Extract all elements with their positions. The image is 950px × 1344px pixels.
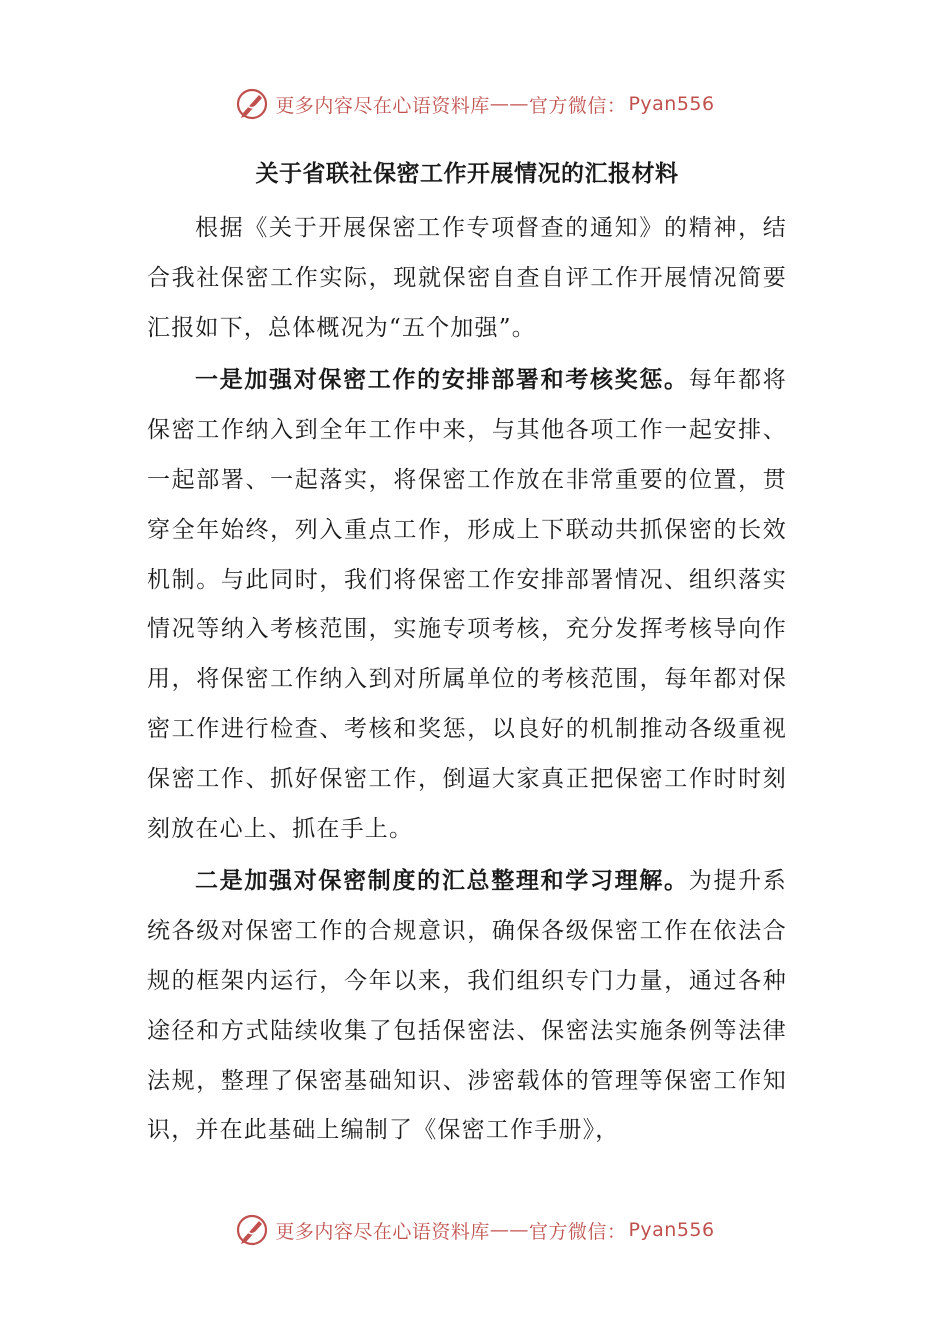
banner-separator: ——	[489, 1219, 529, 1241]
section-body-2: 为提升系统各级对保密工作的合规意识，确保各级保密工作在依法合规的框架内运行，今年以来，我们组织专门力量，通过各种途径和方式陆续收集了包括保密法、保密法实施条例等法律法规，整理了保密基础知识、涉密载体的管理等保密工作知识，并在此基础上编制了《保密工作手册》，	[147, 868, 787, 1144]
watermark-banner-top	[0, 84, 950, 124]
section-lead-1: 一是加强对保密工作的安排部署和考核奖惩。	[195, 366, 689, 394]
banner-wechat-id: Pyan556	[628, 1219, 715, 1241]
banner-brand-text: 更多内容尽在心语资料库	[275, 94, 490, 117]
banner-wechat-label: 官方微信：	[528, 1220, 627, 1243]
section-body-1: 每年都将保密工作纳入到全年工作中来，与其他各项工作一起安排、一起部署、一起落实，将保密工作放在非常重要的位置，贯穿全年始终，列入重点工作，形成上下联动共抓保密的长效机制。与此同时，我们将保密工作安排部署情况、组织落实情况等纳入考核范围，实施专项考核，充分发挥考核导向作用，将保密工作纳入到对所属单位的考核范围，每年都对保密工作进行检查、考核和奖惩，以良好的机制推动各级重视保密工作、抓好保密工作，倒逼大家真正把保密工作时时刻刻放在心上、抓在手上。	[147, 367, 787, 842]
watermark-banner-bottom	[0, 1210, 950, 1250]
intro-paragraph: 根据《关于开展保密工作专项督查的通知》的精神，结合我社保密工作实际，现就保密自查自评工作开展情况简要汇报如下，总体概况为“五个加强”。	[147, 215, 787, 341]
banner-wechat-id: Pyan556	[628, 93, 715, 115]
section-paragraph-1	[147, 355, 787, 854]
pen-logo-icon	[235, 87, 269, 121]
document-body	[147, 152, 787, 1158]
banner-separator: ——	[489, 93, 529, 115]
section-lead-2: 二是加强对保密制度的汇总整理和学习理解。	[195, 867, 689, 895]
document-title: 关于省联社保密工作开展情况的汇报材料	[255, 160, 679, 187]
banner-wechat-label: 官方微信：	[528, 94, 627, 117]
pen-logo-icon	[235, 1213, 269, 1247]
section-paragraph-2	[147, 856, 787, 1156]
banner-brand-text: 更多内容尽在心语资料库	[275, 1220, 490, 1243]
